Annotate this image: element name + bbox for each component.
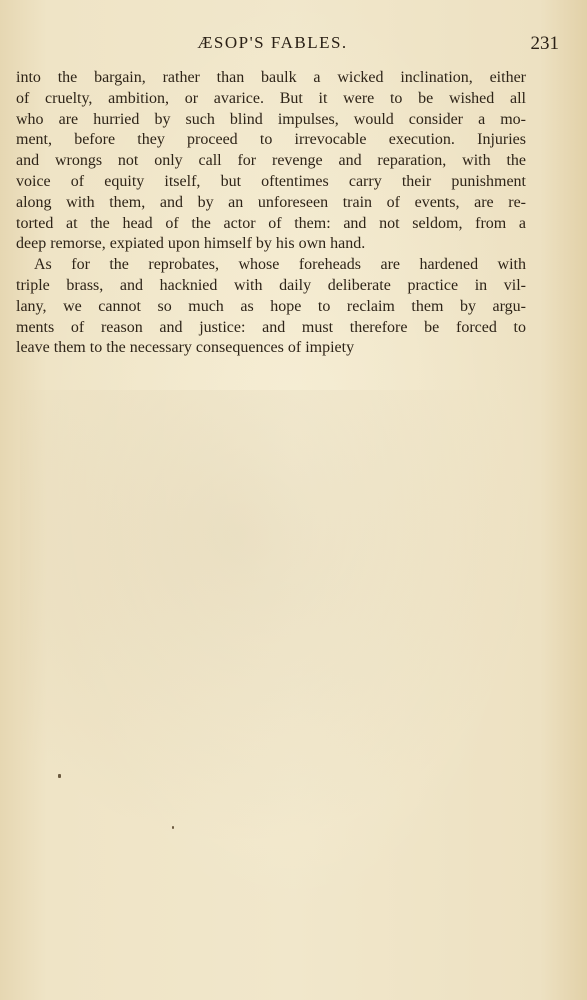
page-number: 231 (530, 33, 559, 54)
text-line: triple brass, and hacknied with daily deliberate practice in vil- (16, 276, 526, 294)
ink-speck (172, 826, 174, 829)
text-line: leave them to the necessary consequences of impiety (16, 339, 355, 357)
text-line: lany, we cannot so much as hope to reclaim them by argu- (16, 297, 526, 315)
text-line: along with them, and by an unforeseen train of events, are re- (16, 193, 526, 211)
text-line: torted at the head of the actor of them: and not seldom, from a (16, 214, 526, 232)
text-line: of cruelty, ambition, or avarice. But it were to be wished all (16, 89, 526, 107)
text-line: who are hurried by such blind impulses, would consider a mo- (16, 110, 526, 128)
page-header (16, 33, 559, 57)
paragraph-start-line: As for the reprobates, whose foreheads are hardened with (34, 256, 526, 274)
text-line: and wrongs not only call for revenge and reparation, with the (16, 152, 526, 170)
text-line: voice of equity itself, but oftentimes carry their punishment (16, 172, 526, 190)
body-text (16, 68, 526, 359)
text-line: ments of reason and justice: and must therefore be forced to (16, 318, 526, 336)
text-line: ment, before they proceed to irrevocable execution. Injuries (16, 131, 526, 149)
show-through-from-reverse (20, 390, 560, 870)
text-line: deep remorse, expiated upon himself by his own hand. (16, 235, 366, 253)
running-title: ÆSOP'S FABLES. (197, 33, 348, 52)
text-line: into the bargain, rather than baulk a wicked inclination, either (16, 69, 526, 86)
ink-speck (58, 774, 61, 778)
